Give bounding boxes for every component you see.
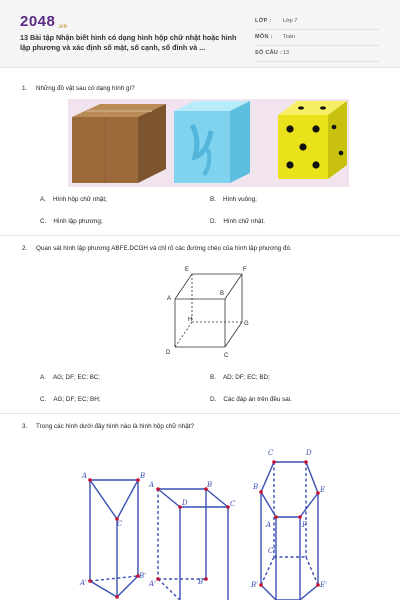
- meta-grade-value: Lớp 7: [283, 18, 298, 24]
- meta-subject: [255, 30, 379, 46]
- site-logo[interactable]: [20, 13, 68, 30]
- dice-image: [278, 101, 347, 179]
- triangular-prism-figure: [79, 472, 146, 599]
- vertex-label: G: [244, 321, 249, 327]
- divider: [0, 413, 400, 414]
- vertex-label: C: [230, 500, 236, 508]
- vertex-label: B: [207, 481, 213, 489]
- question-number: 1.: [22, 85, 28, 92]
- question-number: 3.: [22, 423, 28, 430]
- vertex-label: H: [188, 317, 193, 323]
- vertex-label: E: [320, 486, 326, 494]
- vertex-label: B': [251, 581, 259, 589]
- meta-count-value: 13: [283, 50, 290, 56]
- vertex-label: F: [243, 267, 247, 273]
- vertex-label: C: [268, 449, 274, 457]
- document-meta: [255, 14, 379, 62]
- vertex-label: D: [306, 449, 312, 457]
- q2-option-b[interactable]: B. AD; DF; EC; BD;: [210, 374, 270, 381]
- q2-option-a[interactable]: A. AG; DF; EC; BC;: [40, 374, 101, 381]
- vertex-label: E: [185, 267, 190, 273]
- vertex-label: A: [167, 296, 172, 302]
- vertex-label: A': [149, 580, 156, 588]
- vertex-label: A: [82, 472, 88, 480]
- objects-photo: [68, 99, 349, 187]
- vertex-label: A: [149, 481, 155, 489]
- q2-option-c[interactable]: C. AG; DF; EC; BH;: [40, 396, 101, 403]
- meta-grade-key: LỚP :: [255, 18, 272, 24]
- question-text: Những đồ vật sau có dạng hình gì?: [36, 85, 135, 92]
- vertex-label: E': [320, 581, 328, 589]
- vertex-label: C: [117, 520, 123, 528]
- vertex-label: F: [302, 521, 307, 529]
- divider: [0, 235, 400, 236]
- meta-grade: [255, 14, 379, 30]
- vertex-label: D: [166, 350, 171, 356]
- page-header: [0, 0, 400, 68]
- meta-count: [255, 46, 379, 62]
- prism-figures: [78, 445, 338, 600]
- hexagonal-prism-figure: [250, 449, 327, 600]
- question-text: Quan sát hình lập phương ABFE.DCGH và chỉ rõ các đường chéo của hình lập phương đó.: [36, 245, 292, 252]
- vertex-label: C: [224, 353, 229, 359]
- logo-text: 2048: [20, 13, 56, 30]
- vertex-label: B: [253, 483, 259, 491]
- q2-option-d[interactable]: D. Các đáp án trên đều sai.: [210, 396, 292, 403]
- document-title: 13 Bài tập Nhận biết hình có dạng hình hộp chữ nhật hoặc hình lập phương và xác định số mặt, số cạnh, số đỉnh và ...: [20, 33, 237, 52]
- q1-option-d[interactable]: D. Hình chữ nhật.: [210, 218, 265, 225]
- meta-subject-key: MÔN :: [255, 34, 273, 40]
- question-number: 2.: [22, 245, 28, 252]
- cardboard-box-image: [72, 104, 166, 183]
- q1-option-b[interactable]: B. Hình vuông;: [210, 196, 257, 203]
- logo-suffix: .vn: [57, 24, 68, 30]
- meta-subject-value: Toán: [283, 34, 295, 40]
- vertex-label: A: [266, 521, 272, 529]
- vertex-label: C': [268, 547, 276, 555]
- vertex-label: B': [139, 572, 147, 580]
- vertex-label: B: [140, 472, 146, 480]
- meta-count-key: SỐ CÂU :: [255, 50, 283, 56]
- rectangular-box-figure: [148, 481, 236, 600]
- ice-cube-image: [174, 101, 250, 183]
- vertex-label: A': [80, 579, 87, 587]
- q1-option-a[interactable]: A. Hình hộp chữ nhật;: [40, 196, 107, 203]
- question-text: Trong các hình dưới đây hình nào là hình hộp chữ nhật?: [36, 423, 194, 430]
- q1-option-c[interactable]: C. Hình lập phương;: [40, 218, 103, 225]
- vertex-label: B': [198, 578, 206, 586]
- vertex-label: B: [220, 291, 225, 297]
- vertex-label: D: [182, 499, 188, 507]
- cube-figure: [150, 262, 260, 364]
